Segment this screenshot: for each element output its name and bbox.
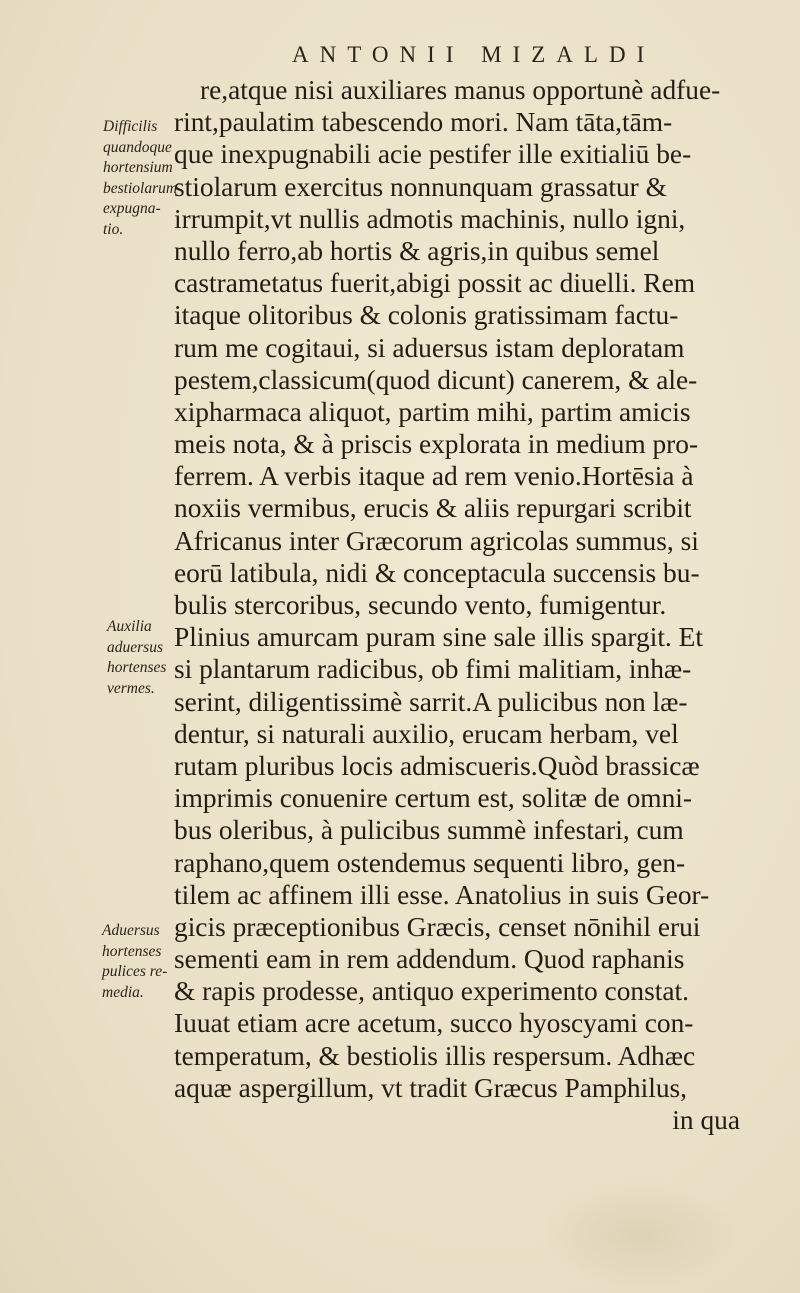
margin-note-line: quandoque — [103, 138, 172, 156]
text-line: & rapis prodesse, antiquo experimento constat. — [174, 976, 689, 1007]
margin-note-line: bestiolarum — [103, 179, 178, 197]
text-line: nullo ferro,ab hortis & agris,in quibus semel — [174, 235, 660, 266]
margin-note-line: Difficilis — [103, 118, 158, 135]
catchword: in qua — [672, 1105, 740, 1135]
text-line: serint, diligentissimè sarrit.A pulicibus non læ- — [174, 686, 688, 717]
text-line: aquæ aspergillum, vt tradit Græcus Pamphilus, — [174, 1072, 688, 1103]
text-line: irrumpit,vt nullis admotis machinis, nullo igni, — [174, 203, 686, 234]
paper-stain — [540, 1180, 740, 1290]
margin-note-line: aduersus — [107, 638, 163, 656]
text-line: temperatum, & bestiolis illis respersum. Adhæc — [174, 1040, 696, 1071]
text-line: re,atque nisi auxiliares manus opportunè adfue- — [200, 75, 721, 105]
text-line: noxiis vermibus, erucis & aliis repurgari scribit — [174, 493, 692, 524]
margin-note-line: Aduersus — [102, 922, 160, 939]
margin-note-line: media. — [102, 983, 144, 1001]
text-line: eorū latibula, nidi & conceptacula succensis bu- — [174, 557, 700, 588]
margin-note-line: hortenses — [107, 659, 167, 676]
text-line: itaque olitoribus & colonis gratissimam factu- — [174, 300, 679, 331]
text-line: meis nota, & à priscis explorata in medium pro- — [174, 429, 699, 460]
text-line: Iuuat etiam acre acetum, succo hyoscyami con- — [174, 1008, 694, 1039]
margin-note-line: hortenses — [102, 942, 162, 960]
text-line: rint,paulatim tabescendo mori. Nam tāta,tām- — [174, 107, 673, 138]
text-line: dentur, si naturali auxilio, erucam herbam, vel — [174, 718, 679, 749]
text-line: raphano,quem ostendemus sequenti libro, gen- — [174, 847, 686, 878]
text-line: ferrem. A verbis itaque ad rem venio.Hortēsia à — [174, 461, 694, 492]
margin-note-line: tio. — [103, 220, 124, 238]
text-line: Africanus inter Græcorum agricolas summus, si — [174, 525, 699, 556]
text-line: Plinius amurcam puram sine sale illis spargit. Et — [174, 622, 703, 653]
running-title: ANTONII MIZALDI — [292, 42, 656, 67]
text-line: tilem ac affinem illi esse. Anatolius in suis Geor- — [174, 879, 710, 910]
margin-note-line: vermes. — [107, 679, 155, 697]
text-line: xipharmaca aliquot, partim mihi, partim amicis — [174, 396, 691, 427]
text-line: imprimis conuenire certum est, solitæ de omni- — [174, 783, 693, 814]
text-line: bulis stercoribus, secundo vento, fumigentur. — [174, 590, 667, 620]
text-line: sementi eam in rem addendum. Quod raphanis — [174, 944, 685, 975]
text-line: castrametatus fuerit,abigi possit ac diuelli. Rem — [174, 268, 696, 299]
margin-note-3 — [102, 921, 182, 1003]
text-line: rum me cogitaui, si aduersus istam deploratam — [174, 332, 685, 363]
margin-note-1 — [103, 117, 183, 240]
body-text — [174, 74, 794, 1136]
text-line: si plantarum radicibus, ob fimi malitiam, inhæ- — [174, 654, 692, 685]
text-line: gicis præceptionibus Græcis, censet nōnihil erui — [174, 911, 701, 942]
text-line: bus oleribus, à pulicibus summè infestari, cum — [174, 815, 684, 846]
margin-note-line: expugna- — [103, 200, 161, 217]
margin-note-line: pulices re- — [102, 963, 168, 980]
text-line: que inexpugnabili acie pestifer ille exitialiū be- — [174, 139, 692, 170]
text-line: rutam pluribus locis admiscueris.Quòd brassicæ — [174, 750, 700, 781]
margin-note-line: hortensium — [103, 159, 173, 176]
text-line: pestem,classicum(quod dicunt) canerem, & ale- — [174, 364, 698, 395]
margin-note-line: Auxilia — [107, 618, 152, 635]
text-line: stiolarum exercitus nonnunquam grassatur & — [174, 171, 667, 202]
